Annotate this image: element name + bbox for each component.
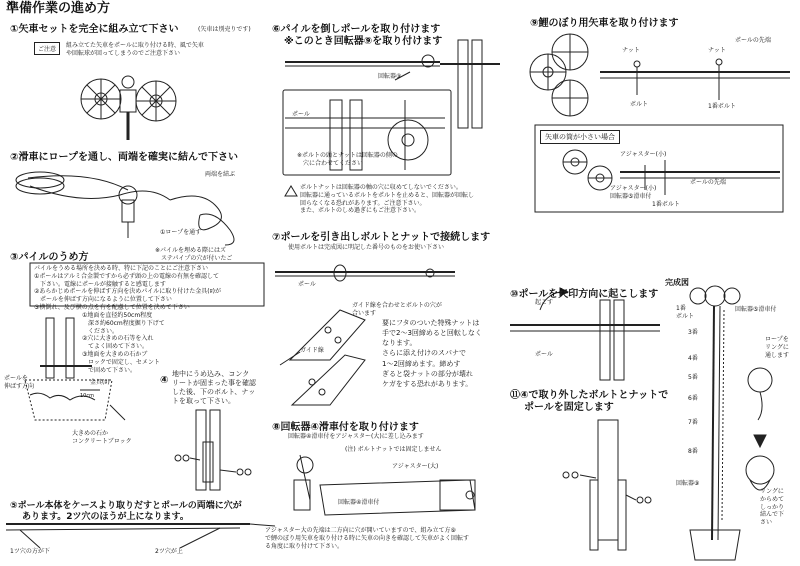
label-adjuster-small: アジャスター(小) — [620, 151, 667, 158]
label-10cm: 10cm — [80, 393, 94, 399]
step8-subheading: 回転器④滑車付をアジャスター(大)に差し込みます — [288, 433, 424, 440]
step6-warning: ボルトナットは回転器の軸の穴に収めてしないでください。 回転器に通っているボルトをポルトを止めると、回転器が回転し 回らなくなる恐れがあります。ご注意下さい。 また、ボルトのしめ過ぎにもご注意下さい。 — [300, 184, 475, 215]
complete-label-7: 7番 — [688, 419, 698, 426]
step4-heading: ④ — [160, 375, 169, 386]
label-raise: 起こす — [535, 299, 554, 306]
complete-label-rotator: 回転器⑨ — [676, 480, 700, 487]
label-pole-tip: ポールの先端 — [735, 37, 771, 44]
pole-rotator-illustration — [285, 40, 500, 128]
label-guide: ガイド線 — [300, 347, 324, 354]
step3-pre-note: ※パイルを埋める際にはズ ステパイプの穴が付いたご — [155, 247, 233, 262]
step10-heading: ⑩ポールを矢印方向に起こします — [510, 289, 659, 300]
label-fitting: 金具(ﾛ) — [90, 379, 110, 386]
label-bolt-2: 1番ボルト — [708, 103, 736, 110]
label-pole: ポール — [292, 111, 310, 118]
small-wheel-box-title: 矢車の筒が小さい場合 — [540, 130, 620, 144]
caution-tag: ご注意 — [34, 42, 60, 55]
label-pole-7: ポール — [298, 281, 316, 288]
complete-label-4: 4番 — [688, 355, 698, 362]
complete-label-ring-tie: リングに からめて しっかり 結んで下 さい — [760, 488, 785, 527]
label-block: 大きめの石か コンクリートブロック — [72, 430, 132, 445]
step2-heading: ②滑車にロープを通し、両端を確実に結んで下さい — [10, 152, 238, 163]
complete-label-3: 3番 — [688, 329, 698, 336]
step11-heading: ⑪④で取り外したボルトとナットで — [510, 390, 669, 401]
koinobori-wheel-illustration — [530, 34, 790, 116]
complete-label-rope-loop: ロープを リングに 通します — [765, 336, 790, 359]
step1-subheading: (矢車は別売りです) — [198, 26, 251, 33]
label-nut-2: ナット — [708, 47, 726, 54]
step4-text: 地中にうめ込み、コンク リートが固まった事を確認 した後、下のボルト、ナッ トを取って下さい。 — [172, 370, 256, 406]
caution-text: 組み立てた矢車をポールに取り付ける時、風で矢車 や回転球が回ってしまうのでご注意下さい — [66, 42, 204, 57]
complete-label-bolt1: 1番 ボルト — [676, 305, 695, 320]
label-rotator-8: 回転器④滑車付 — [338, 499, 380, 506]
label-rotator: 回転器⑨ — [378, 73, 402, 80]
label-align: ガイド線を合わせとボルトの穴が 合います — [352, 302, 442, 317]
step7-text: 要にフタのついた特殊ナットは 手で2～3回締めると回転しなく なります。 さらに添え付けのスパナで 1～2回締めます。締めす ぎると袋ナットの部分が壊れ ケガをする恐れがあります。 — [382, 319, 482, 388]
step3-notes: パイルをうめる場所を決める時、特に下記のことにご注意下さい ①ポールはアルミ合金製ですから必ず頭の上の電線の有無を確認して 下さい。電線にポールが接触すると感電します ②あらかじめポールを伸ばす方向を決めパイルに取り付けた金具(ﾛ)が ポールを伸ばす方向になるように位置して下さい ③横倒れ、及び横の点を有を配慮して位置を決めて下さい — [34, 265, 221, 311]
step7-heading: ⑦ポールを引き出しボルトとナットで接続します — [272, 232, 491, 243]
step1-heading: ①矢車セットを完全に組み立て下さい — [10, 24, 179, 35]
wheel-set-illustration — [81, 76, 176, 140]
step6-subheading: ※このとき回転器⑨を取り付けます — [284, 36, 443, 47]
label-bolt-1: ボルト — [630, 101, 649, 108]
step8-note: (注) ボルトナットでは固定しません — [345, 446, 442, 453]
label-adjuster-small-2: アジャスター(小) — [610, 185, 657, 192]
complete-label-6: 6番 — [688, 395, 698, 402]
adjuster-illustration — [294, 455, 475, 515]
step11-heading-2: ポールを固定します — [524, 402, 614, 413]
step3-steps: ①地面を直径約50cm程度 深さ約60cm程度掘り下げて ください。 ②穴に大きめの石等を入れ てよく固めて下さい。 ③地面を大きめの石かブ ロックで固定し、セメント で固めて下さい。 — [82, 312, 165, 374]
fix-pole-illustration — [563, 420, 651, 550]
step5-heading: ⑤ポール本体をケースより取りだすとポールの両端に穴が — [10, 501, 242, 511]
label-direction: ポールを 伸ばす方向 — [4, 375, 35, 390]
step6-heading: ⑥パイルを倒しポールを取り付けます — [272, 24, 441, 35]
label-rotator-9: 回転器⑤滑車付 — [610, 193, 652, 200]
complete-label-rotator-top: 回転器⑤滑車付 — [735, 306, 777, 313]
label-pole-tip-2: ポールの先端 — [690, 179, 726, 186]
label-pole-10: ポール — [535, 351, 553, 358]
label-bolt-1b: 1番ボルト — [652, 201, 680, 208]
complete-title: 完成図 — [665, 278, 689, 287]
pole-illustration — [6, 524, 275, 548]
label-nut-1: ナット — [622, 47, 640, 54]
step9-heading: ⑨鯉のぼり用矢車を取り付けます — [530, 18, 679, 29]
step3-heading: ③パイルのうめ方 — [10, 252, 89, 263]
step8-text: アジャスター大の先端は二方向に穴が開いていますので、組み立て方⑨ で鯉のぼり用矢車を取り付ける時に矢車の向きを確認して矢車がよく回転す る角度に取り付けて下さい。 — [265, 527, 470, 550]
pile-bolt-illustration — [175, 410, 251, 490]
label-bottom-hole: 1ツ穴の方が下 — [10, 548, 50, 555]
warning-icon — [285, 186, 297, 196]
label-rope: ①ロープを通す — [160, 229, 202, 236]
label-knot: 両端を結ぶ — [205, 171, 236, 178]
label-adjuster: アジャスター(大) — [392, 463, 439, 470]
complete-label-8: 8番 — [688, 448, 698, 455]
raise-pole-illustration — [510, 288, 660, 380]
step6-inner-note: ※ポルトの頭とナットは回転器の側の 穴に合わせてください — [297, 152, 398, 167]
complete-label-5: 5番 — [688, 374, 698, 381]
step5-heading-2: あります。2ツ穴のほうが上になります。 — [22, 512, 189, 522]
rope-pulley-illustration — [16, 172, 234, 245]
step8-heading: ⑧回転器④滑車付を取り付けます — [272, 422, 419, 433]
page-title: 準備作業の進め方 — [6, 1, 111, 16]
step7-subheading: 使用ボルトは完成図に明記した番号のものをお使い下さい — [288, 244, 445, 251]
label-top-holes: 2ツ穴が上 — [155, 548, 183, 555]
small-wheel-illustration — [563, 150, 780, 195]
